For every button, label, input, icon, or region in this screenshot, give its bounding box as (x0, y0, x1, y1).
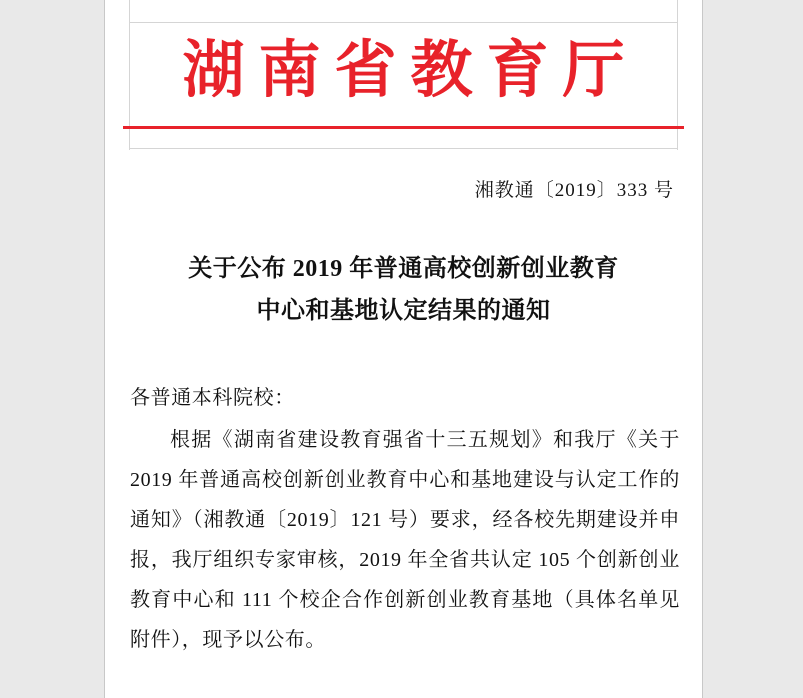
document-sheet (105, 0, 702, 698)
page-margin-right (702, 0, 803, 698)
salutation: 各普通本科院校： (130, 387, 295, 409)
page-margin-left (0, 0, 105, 698)
document-title (145, 248, 662, 332)
document-number: 湘教通〔2019〕333 号 (474, 180, 674, 201)
document-title-line-2: 中心和基地认定结果的通知 (256, 298, 551, 324)
body-paragraph-1: 根据《湖南省建设教育强省十三五规划》和我厅《关于 2019 年普通高校创新创业教育中心和基地建设与认定工作的通知》（湘教通〔2019〕121 号）要求，经各校先期建设并申报，我厅组织专家审核，2019 年全省共认定 105 个创新创业教育中心和 111 个校企合作创新创业教育基地（具体名单见附件），现予以公布。 (130, 429, 680, 651)
margin-guide-top (129, 22, 678, 23)
masthead-divider-rule (123, 126, 684, 129)
margin-guide-bottom (129, 148, 678, 149)
masthead (105, 36, 702, 107)
masthead-title: 湖南省教育厅 (182, 37, 639, 105)
document-body (130, 378, 680, 660)
document-title-line-1: 关于公布 2019 年普通高校创新创业教育 (188, 256, 619, 282)
